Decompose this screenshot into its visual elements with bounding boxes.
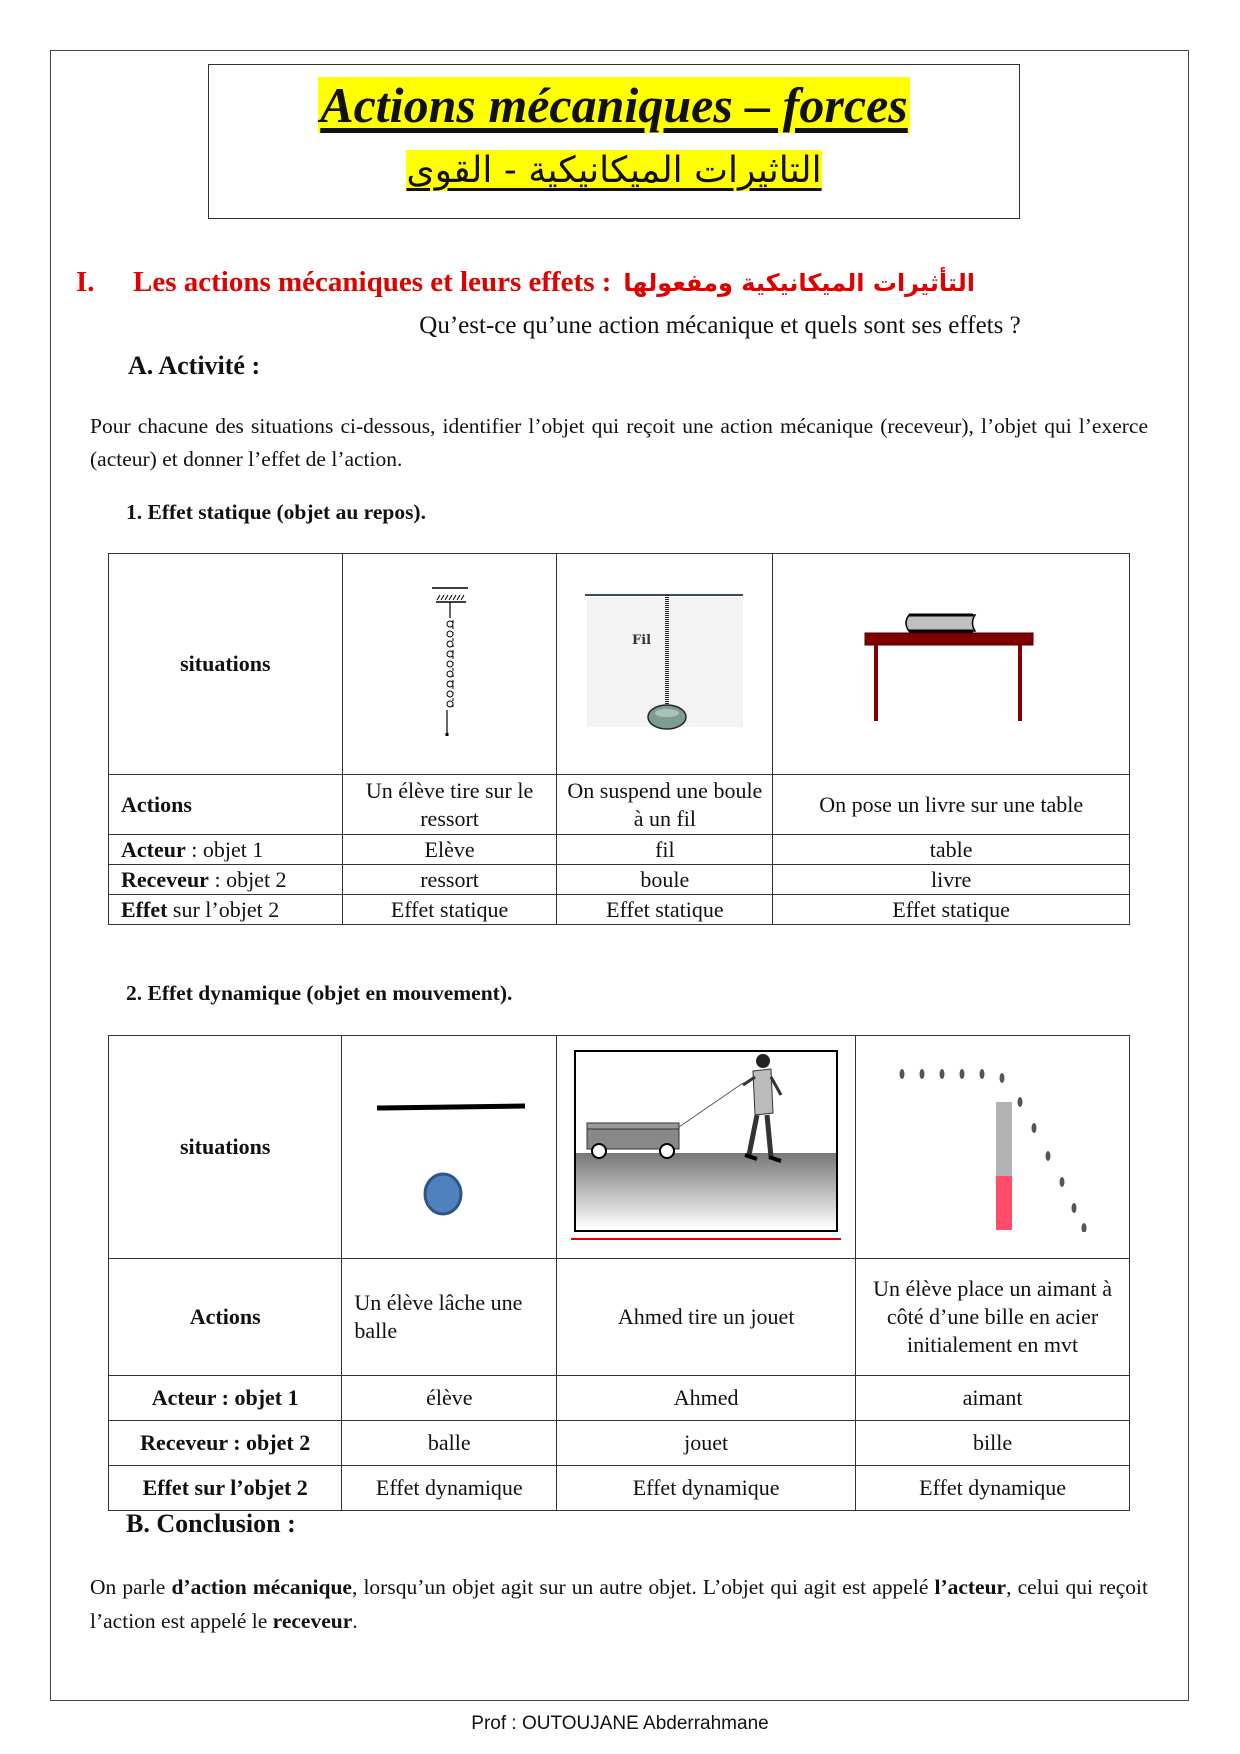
table-cell: boule [557, 865, 773, 895]
table-row-actions [109, 775, 1130, 835]
table-cell: Un élève lâche une balle [342, 1259, 557, 1376]
row-label: Actions [109, 775, 343, 835]
book-on-table-diagram [773, 554, 1130, 775]
table-cell: Effet dynamique [557, 1466, 856, 1511]
row-label: Acteur : objet 1 [109, 835, 343, 865]
table-cell: balle [342, 1421, 557, 1466]
table-cell: On pose un livre sur une table [773, 775, 1130, 835]
spring-icon [420, 584, 480, 744]
section-title-arabic: التأثيرات الميكانيكية ومفعولها [623, 269, 975, 297]
magnet-deflecting-ball-diagram [856, 1036, 1130, 1259]
footer-author: Prof : OUTOUJANE Abderrahmane [471, 1713, 769, 1734]
falling-ball-diagram [342, 1036, 557, 1259]
row-label: Receveur : objet 2 [109, 1421, 342, 1466]
table-cell: livre [773, 865, 1130, 895]
row-label: Receveur : objet 2 [109, 865, 343, 895]
table-cell: bille [856, 1421, 1130, 1466]
magnet-deflection-icon [878, 1062, 1108, 1232]
boy-pulling-cart-icon [571, 1047, 841, 1247]
row-label: situations [109, 1036, 342, 1259]
table-cell: fil [557, 835, 773, 865]
table-cell: Effet statique [342, 895, 557, 925]
section-title: Les actions mécaniques et leurs effets : [133, 266, 612, 298]
page-title [208, 76, 1020, 134]
table-row-situations [109, 1036, 1130, 1259]
conclusion-heading: B. Conclusion : [126, 1509, 296, 1538]
guiding-question: Qu’est-ce qu’une action mécanique et quels sont ses effets ? [419, 312, 1021, 339]
spring-diagram [342, 554, 557, 775]
table-row-effet [109, 895, 1130, 925]
static-effect-table [108, 553, 1130, 925]
table-cell: table [773, 835, 1130, 865]
table-cell: Effet statique [557, 895, 773, 925]
table-row-actions [109, 1259, 1130, 1376]
pendulum-icon [585, 589, 745, 739]
table-cell: Elève [342, 835, 557, 865]
table-row-effet [109, 1466, 1130, 1511]
dynamic-effect-heading: 2. Effet dynamique (objet en mouvement). [126, 981, 513, 1005]
page-subtitle-arabic [208, 150, 1020, 191]
activity-heading: A. Activité : [128, 351, 261, 380]
row-label: Effet sur l’objet 2 [109, 1466, 342, 1511]
book-table-icon [861, 607, 1041, 722]
row-label: Effet sur l’objet 2 [109, 895, 343, 925]
table-cell: Ahmed tire un jouet [557, 1259, 856, 1376]
table-cell: aimant [856, 1376, 1130, 1421]
pendulum-diagram [557, 554, 773, 775]
table-cell: On suspend une boule à un fil [557, 775, 773, 835]
section-number: I. [76, 266, 95, 298]
table-cell: Un élève place un aimant à côté d’une bille en acier initialement en mvt [856, 1259, 1130, 1376]
table-cell: Effet dynamique [342, 1466, 557, 1511]
conclusion-text: On parle d’action mécanique, lorsqu’un objet agit sur un autre objet. L’objet qui agit est appelé l’acteur, celui qui reçoit l’action est appelé le receveur. [90, 1575, 1148, 1633]
table-cell: Ahmed [557, 1376, 856, 1421]
table-cell: Un élève tire sur le ressort [342, 775, 557, 835]
table-cell: jouet [557, 1421, 856, 1466]
table-row-acteur [109, 835, 1130, 865]
activity-instructions: Pour chacune des situations ci-dessous, identifier l’objet qui reçoit une action mécanique (receveur), l’objet qui l’exerce (acteur) et donner l’effet de l’action. [90, 414, 1148, 471]
table-row-receveur [109, 1421, 1130, 1466]
row-label: situations [109, 554, 343, 775]
static-effect-heading: 1. Effet statique (objet au repos). [126, 500, 426, 524]
table-row-situations [109, 554, 1130, 775]
table-cell: Effet dynamique [856, 1466, 1130, 1511]
section-1-heading [76, 266, 975, 299]
table-cell: ressort [342, 865, 557, 895]
svg-text:Fil: Fil [631, 633, 651, 648]
dynamic-effect-table [108, 1035, 1130, 1511]
row-label: Actions [109, 1259, 342, 1376]
boy-pulling-cart-diagram [557, 1036, 856, 1259]
falling-ball-icon [369, 1072, 529, 1222]
table-row-acteur [109, 1376, 1130, 1421]
title-arabic: التاثيرات الميكانيكية - القوى [406, 150, 822, 191]
table-cell: Effet statique [773, 895, 1130, 925]
table-row-receveur [109, 865, 1130, 895]
title-french: Actions mécaniques – forces [320, 77, 908, 133]
row-label: Acteur : objet 1 [109, 1376, 342, 1421]
table-cell: élève [342, 1376, 557, 1421]
